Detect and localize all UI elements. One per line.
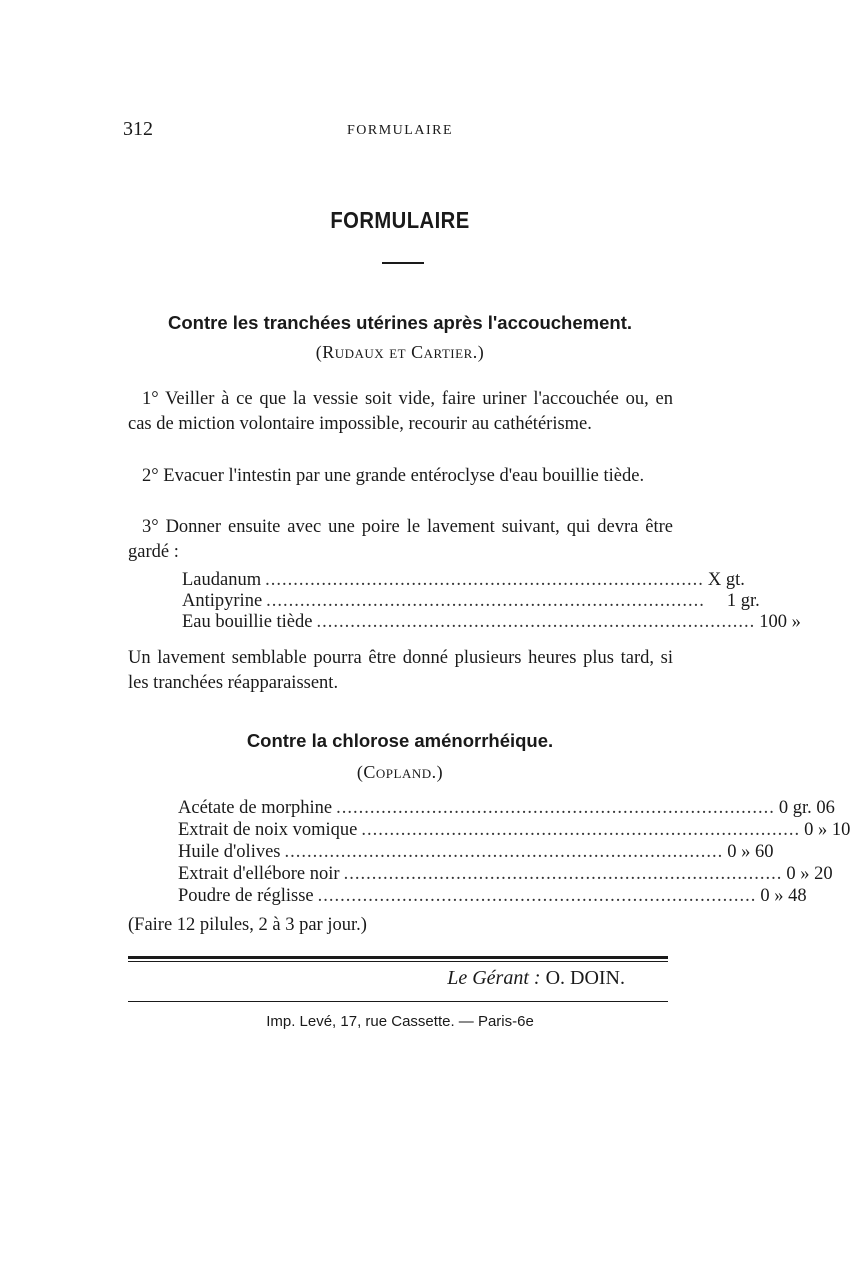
ingredient-row bbox=[178, 798, 835, 819]
ingredient-row bbox=[178, 886, 807, 907]
note-pilules-text: (Faire 12 pilules, 2 à 3 par jour.) bbox=[128, 915, 367, 935]
ingredient-quantity: 0 » 20 bbox=[786, 864, 833, 884]
ingredient-name: Poudre de réglisse bbox=[178, 886, 314, 906]
paragraph-note-lavement bbox=[128, 646, 673, 696]
attribution-rudaux-cartier: (Rudaux et Cartier.) bbox=[315, 342, 485, 362]
ingredient-name: Eau bouillie tiède bbox=[182, 612, 313, 632]
leader-dots: .............................................................................. bbox=[284, 842, 724, 862]
ingredient-row bbox=[178, 820, 850, 841]
footer-rule-bottom bbox=[128, 1001, 668, 1002]
leader-dots: .............................................................................. bbox=[266, 591, 705, 611]
ingredient-quantity: 1 gr. bbox=[726, 591, 760, 611]
ingredient-name: Extrait de noix vomique bbox=[178, 820, 358, 840]
ingredient-list-lavement bbox=[182, 570, 801, 636]
ingredient-quantity: X gt. bbox=[707, 570, 745, 590]
running-title: FORMULAIRE bbox=[346, 123, 453, 138]
ingredient-name: Antipyrine bbox=[182, 591, 263, 611]
paragraph-2 bbox=[128, 464, 673, 489]
ingredient-name: Huile d'olives bbox=[178, 842, 281, 862]
footer-rule-thin bbox=[128, 961, 668, 962]
paragraph-1 bbox=[128, 387, 673, 437]
paragraph-3 bbox=[128, 515, 673, 565]
ingredient-row bbox=[182, 612, 801, 633]
title-divider bbox=[382, 262, 424, 264]
printer-imprint: Imp. Levé, 17, rue Cassette. — Paris-6e bbox=[266, 1013, 534, 1030]
leader-dots: .............................................................................. bbox=[316, 612, 756, 632]
section-heading-tranchees: Contre les tranchées utérines après l'accouchement. bbox=[168, 312, 632, 333]
ingredient-row bbox=[178, 842, 774, 863]
ingredient-row bbox=[182, 570, 745, 591]
paragraph-2-text: 2° Evacuer l'intestin par une grande entéroclyse d'eau bouillie tiède. bbox=[142, 466, 645, 486]
gerant-name: O. DOIN. bbox=[545, 967, 625, 989]
section-heading-chlorose: Contre la chlorose aménorrhéique. bbox=[246, 730, 554, 751]
ingredient-name: Laudanum bbox=[182, 570, 262, 590]
gerant-signature bbox=[0, 967, 625, 990]
leader-dots: .............................................................................. bbox=[265, 570, 704, 590]
ingredient-quantity: 0 gr. 06 bbox=[778, 798, 835, 818]
ingredient-name: Extrait d'ellébore noir bbox=[178, 864, 340, 884]
paragraph-note-pilules bbox=[128, 913, 673, 938]
note-lavement-text: Un lavement semblable pourra être donné plusieurs heures plus tard, si les tranchées réapparaissent. bbox=[128, 648, 673, 693]
footer-rule-thick bbox=[128, 956, 668, 959]
ingredient-row bbox=[182, 591, 760, 612]
ingredient-row bbox=[178, 864, 833, 885]
leader-dots: .............................................................................. bbox=[317, 886, 757, 906]
leader-dots: .............................................................................. bbox=[361, 820, 801, 840]
gerant-label: Le Gérant : bbox=[447, 967, 541, 989]
ingredient-list-pilules bbox=[178, 798, 850, 908]
ingredient-name: Acétate de morphine bbox=[178, 798, 333, 818]
paragraph-1-text: 1° Veiller à ce que la vessie soit vide, faire uriner l'accouchée ou, en cas de miction volontaire impossible, recourir au cathétérisme. bbox=[128, 389, 673, 434]
leader-dots: .............................................................................. bbox=[336, 798, 775, 818]
ingredient-quantity: 0 » 60 bbox=[727, 842, 774, 862]
ingredient-quantity: 0 » 10 bbox=[804, 820, 850, 840]
page-title: FORMULAIRE bbox=[330, 207, 470, 233]
ingredient-quantity: 0 » 48 bbox=[760, 886, 807, 906]
paragraph-3-text: 3° Donner ensuite avec une poire le lavement suivant, qui devra être gardé : bbox=[128, 517, 673, 562]
leader-dots: .............................................................................. bbox=[343, 864, 783, 884]
page-number: 312 bbox=[123, 118, 153, 140]
ingredient-quantity: 100 » bbox=[759, 612, 801, 632]
attribution-copland: (Copland.) bbox=[356, 762, 444, 782]
